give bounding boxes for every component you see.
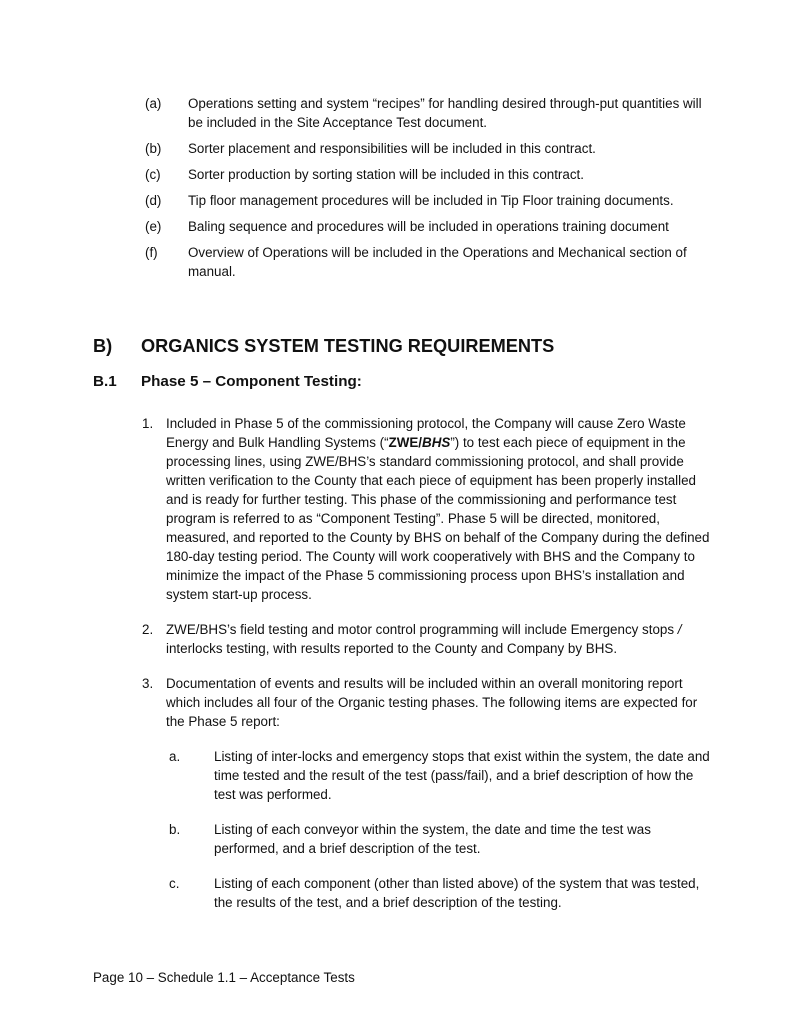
list-item-label: (b) — [145, 141, 162, 156]
list-item-text: Included in Phase 5 of the commissioning protocol, the Company will cause Zero Waste Energy and Bulk Handling Systems (“ZWE/BHS”) to test each piece of equipment in the processing lines, using ZWE/BHS’s standard commissioning protocol, and shall provide written verification to the County that each piece of equipment has been properly installed and is ready for further testing. This phase of the commissioning and performance test program is referred to as “Component Testing”. Phase 5 will be directed, monitored, measured, and reported to the County by BHS on behalf of the Company during the defined 180-day testing period. The County will work cooperatively with BHS and the Company to minimize the impact of the Phase 5 commissioning process upon BHS’s installation and system start-up process. — [166, 416, 710, 602]
list-item — [145, 243, 705, 281]
list-item-label: (f) — [145, 245, 158, 260]
sub-list-item — [169, 820, 712, 858]
list-item-label: (c) — [145, 167, 161, 182]
subsection-number: B.1 — [93, 373, 117, 390]
sub-list-item — [169, 747, 712, 804]
list-item — [145, 139, 705, 158]
section-heading — [93, 336, 554, 357]
lettered-list — [145, 94, 705, 288]
subsection-title: Phase 5 – Component Testing: — [141, 373, 362, 390]
section-number: B) — [93, 336, 113, 356]
sub-list-item-label: c. — [169, 876, 180, 891]
sub-list-item — [169, 874, 712, 912]
list-item — [145, 94, 705, 132]
list-item-text: Baling sequence and procedures will be included in operations training document — [188, 219, 669, 234]
list-item-label: 1. — [142, 416, 154, 431]
list-item-text: Operations setting and system “recipes” for handling desired through-put quantities will be included in the Site Acceptance Test document. — [188, 96, 702, 130]
list-item — [142, 674, 712, 912]
list-item-label: (d) — [145, 193, 162, 208]
subsection-heading — [93, 373, 362, 390]
sub-list-item-text: Listing of each conveyor within the system, the date and time the test was performed, and a brief description of the test. — [214, 822, 651, 856]
list-item-text: Sorter placement and responsibilities will be included in this contract. — [188, 141, 596, 156]
list-item — [142, 414, 712, 604]
sub-list-item-text: Listing of each component (other than listed above) of the system that was tested, the results of the test, and a brief description of the testing. — [214, 876, 700, 910]
list-item — [145, 165, 705, 184]
list-item-label: 3. — [142, 676, 154, 691]
list-item-label: (e) — [145, 219, 162, 234]
sub-list-item-label: b. — [169, 822, 181, 837]
list-item-text: Documentation of events and results will be included within an overall monitoring report which includes all four of the Organic testing phases. The following items are expected for the Phase 5 report: — [166, 676, 698, 729]
list-item — [142, 620, 712, 658]
list-item-label: (a) — [145, 96, 162, 111]
sub-list-item-label: a. — [169, 749, 181, 764]
list-item-text: Overview of Operations will be included in the Operations and Mechanical section of manual. — [188, 245, 687, 279]
list-item-label: 2. — [142, 622, 154, 637]
list-item — [145, 217, 705, 236]
sub-list — [169, 747, 712, 912]
list-item — [145, 191, 705, 210]
list-item-text: ZWE/BHS’s field testing and motor control programming will include Emergency stops / interlocks testing, with results reported to the County and Company by BHS. — [166, 622, 682, 656]
numbered-list — [142, 414, 712, 928]
sub-list-item-text: Listing of inter-locks and emergency stops that exist within the system, the date and time tested and the result of the test (pass/fail), and a brief description of how the test was performed. — [214, 749, 710, 802]
page-footer: Page 10 – Schedule 1.1 – Acceptance Tests — [93, 970, 355, 985]
list-item-text: Sorter production by sorting station will be included in this contract. — [188, 167, 584, 182]
list-item-text: Tip floor management procedures will be included in Tip Floor training documents. — [188, 193, 674, 208]
section-title: ORGANICS SYSTEM TESTING REQUIREMENTS — [141, 336, 555, 356]
